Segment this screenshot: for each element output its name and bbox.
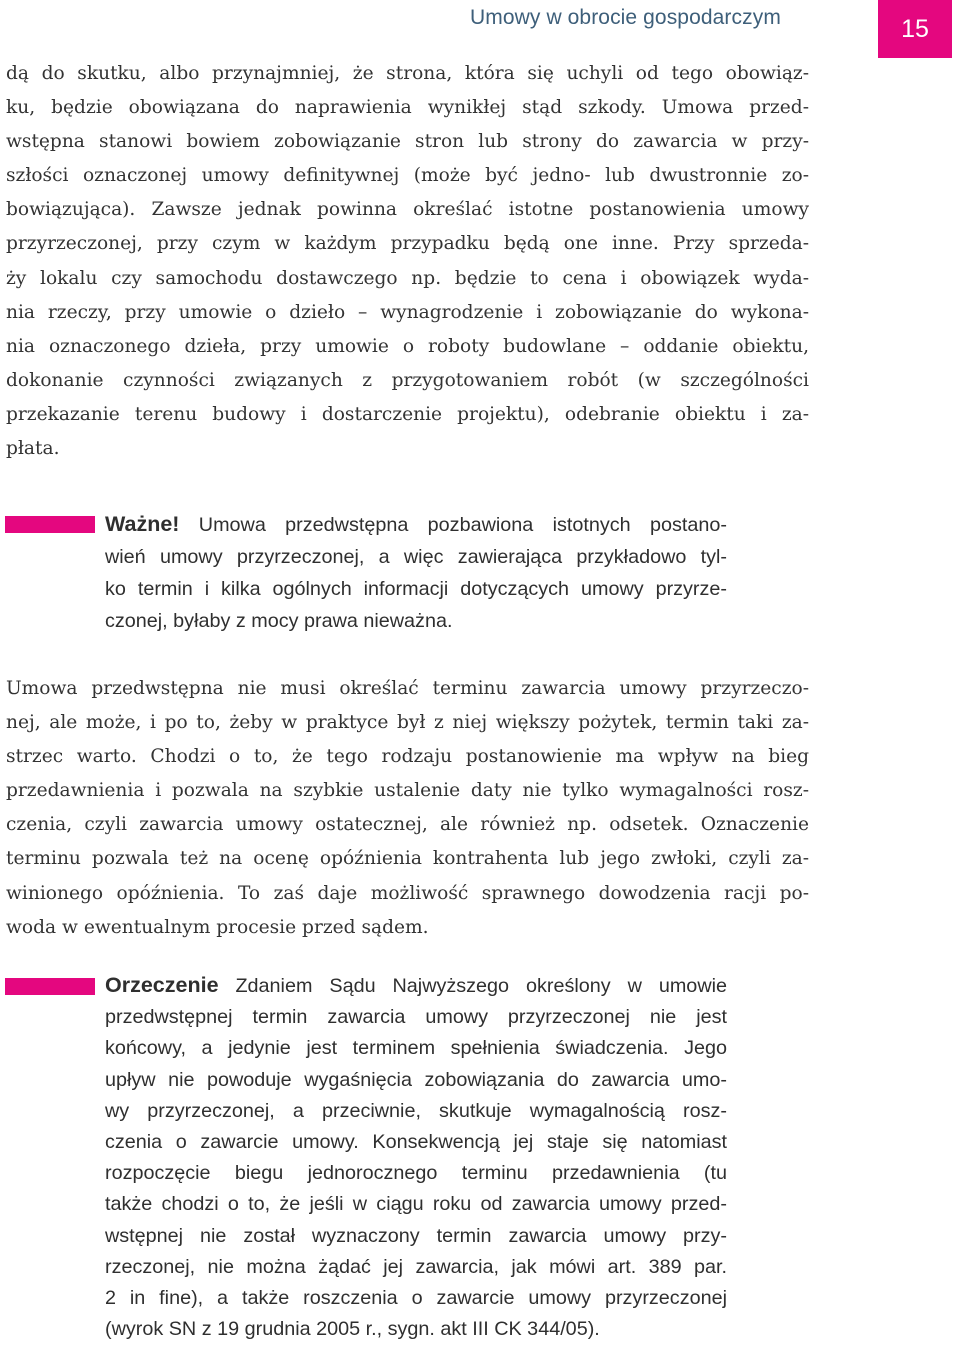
callout-line: 2 in fine), a także roszczenia o zawarcie umowy przyrzeczonej [105,1287,727,1310]
text-line: woda w ewentualnym procesie przed sądem. [6,916,429,938]
text-line: wstępna stanowi bowiem zobowiązanie stron lub strony do zawarcia w przy- [6,131,809,153]
paragraph-preliminary-agreement [6,57,809,466]
running-header-title: Umowy w obrocie gospodarczym [470,6,781,29]
important-marker-bar [5,516,95,533]
text-line: Umowa przedwstępna nie musi określać terminu zawarcia umowy przyrzeczo- [6,678,809,699]
text-line: dokonanie czynności związanych z przygotowaniem robót (w szczególności [6,369,809,391]
text-line: nej, ale może, i po to, żeby w praktyce był z niej większy pożytek, termin taki za- [6,712,809,734]
callout-lead-label: Ważne! [105,512,180,536]
callout-line: rzeczonej, nie można żądać jej zawarcia, jak mówi art. 389 par. [105,1255,727,1278]
callout-line-text: Umowa przedwstępna pozbawiona istotnych postano- [179,514,727,536]
callout-line: ko termin i kilka ogólnych informacji dotyczących umowy przyrze- [105,578,727,600]
page-number-badge: 15 [878,0,952,58]
callout-lead-label: Orzeczenie [105,973,219,997]
callout-line: wy przyrzeczonej, a przeciwnie, skutkuje wymagalnością rosz- [105,1099,727,1122]
callout-line: także chodzi o to, że jeśli w ciągu roku od zawarcia umowy przed- [105,1193,727,1216]
callout-line: wień umowy przyrzeczonej, a więc zawierająca przykładowo tyl- [105,546,727,568]
important-note-box [105,508,727,637]
text-line: strzec warto. Chodzi o to, że tego rodzaju postanowienie ma wpływ na bieg [6,746,809,768]
text-line: przyrzeczonej, przy czym w każdym przypadku będą one inne. Przy sprzeda- [6,233,809,255]
callout-line: czenia o zawarcie umowy. Konsekwencją jej staje się natomiast [105,1131,727,1154]
callout-line: upływ nie powoduje wygaśnięcia zobowiązania do zawarcia umo- [105,1068,727,1091]
text-line: ku, będzie obowiązana do naprawienia wynikłej stąd szkody. Umowa przed- [6,97,809,119]
text-line: przedawnienia i pozwala na szybkie ustalenie daty nie tylko wymagalności rosz- [6,780,809,802]
text-line: dą do skutku, albo przynajmniej, że strona, która się uchyli od tego obowiąz- [6,63,809,84]
text-line: szłości oznaczonej umowy definitywnej (może być jedno- lub dwustronnie zo- [6,165,809,187]
callout-line: (wyrok SN z 19 grudnia 2005 r., sygn. akt III CK 344/05). [105,1318,600,1341]
text-line: nia oznaczonego dzieła, przy umowie o roboty budowlane – oddanie obiektu, [6,335,809,357]
callout-line: rozpoczęcie biegu jednorocznego terminu przedawnienia (tu [105,1162,727,1185]
text-line: winionego opóźnienia. To zaś daje możliwość sprawnego dowodzenia racji po- [6,882,809,904]
text-line: ży lokalu czy samochodu dostawczego np. będzie to cena i obowiązek wyda- [6,267,809,289]
callout-line [105,508,727,541]
callout-line-text: Zdaniem Sądu Najwyższego określony w umowie [218,975,727,997]
callout-line: przedwstępnej termin zawarcia umowy przyrzeczonej nie jest [105,1006,727,1029]
ruling-marker-bar [5,978,95,995]
text-line: płata. [6,438,60,460]
callout-line [105,970,727,1002]
callout-line: wstępnej nie został wyznaczony termin zawarcia umowy przy- [105,1224,727,1247]
text-line: przekazanie terenu budowy i dostarczenie projektu), odebranie obiektu i za- [6,403,809,425]
court-ruling-box [105,970,727,1345]
text-line: terminu pozwala też na ocenę opóźnienia kontrahenta lub jego zwłoki, czyli za- [6,848,809,870]
callout-line: końcowy, a jedynie jest terminem spełnienia świadczenia. Jego [105,1037,727,1060]
callout-line: czonej, byłaby z mocy prawa nieważna. [105,610,453,632]
paragraph-contract-term [6,672,809,945]
text-line: nia rzeczy, przy umowie o dzieło – wynagrodzenie i zobowiązanie do wykona- [6,301,809,323]
text-line: czenia, czyli zawarcia umowy ostatecznej, ale również np. odsetek. Oznaczenie [6,814,809,836]
text-line: bowiązująca). Zawsze jednak powinna określać istotne postanowienia umowy [6,199,809,221]
